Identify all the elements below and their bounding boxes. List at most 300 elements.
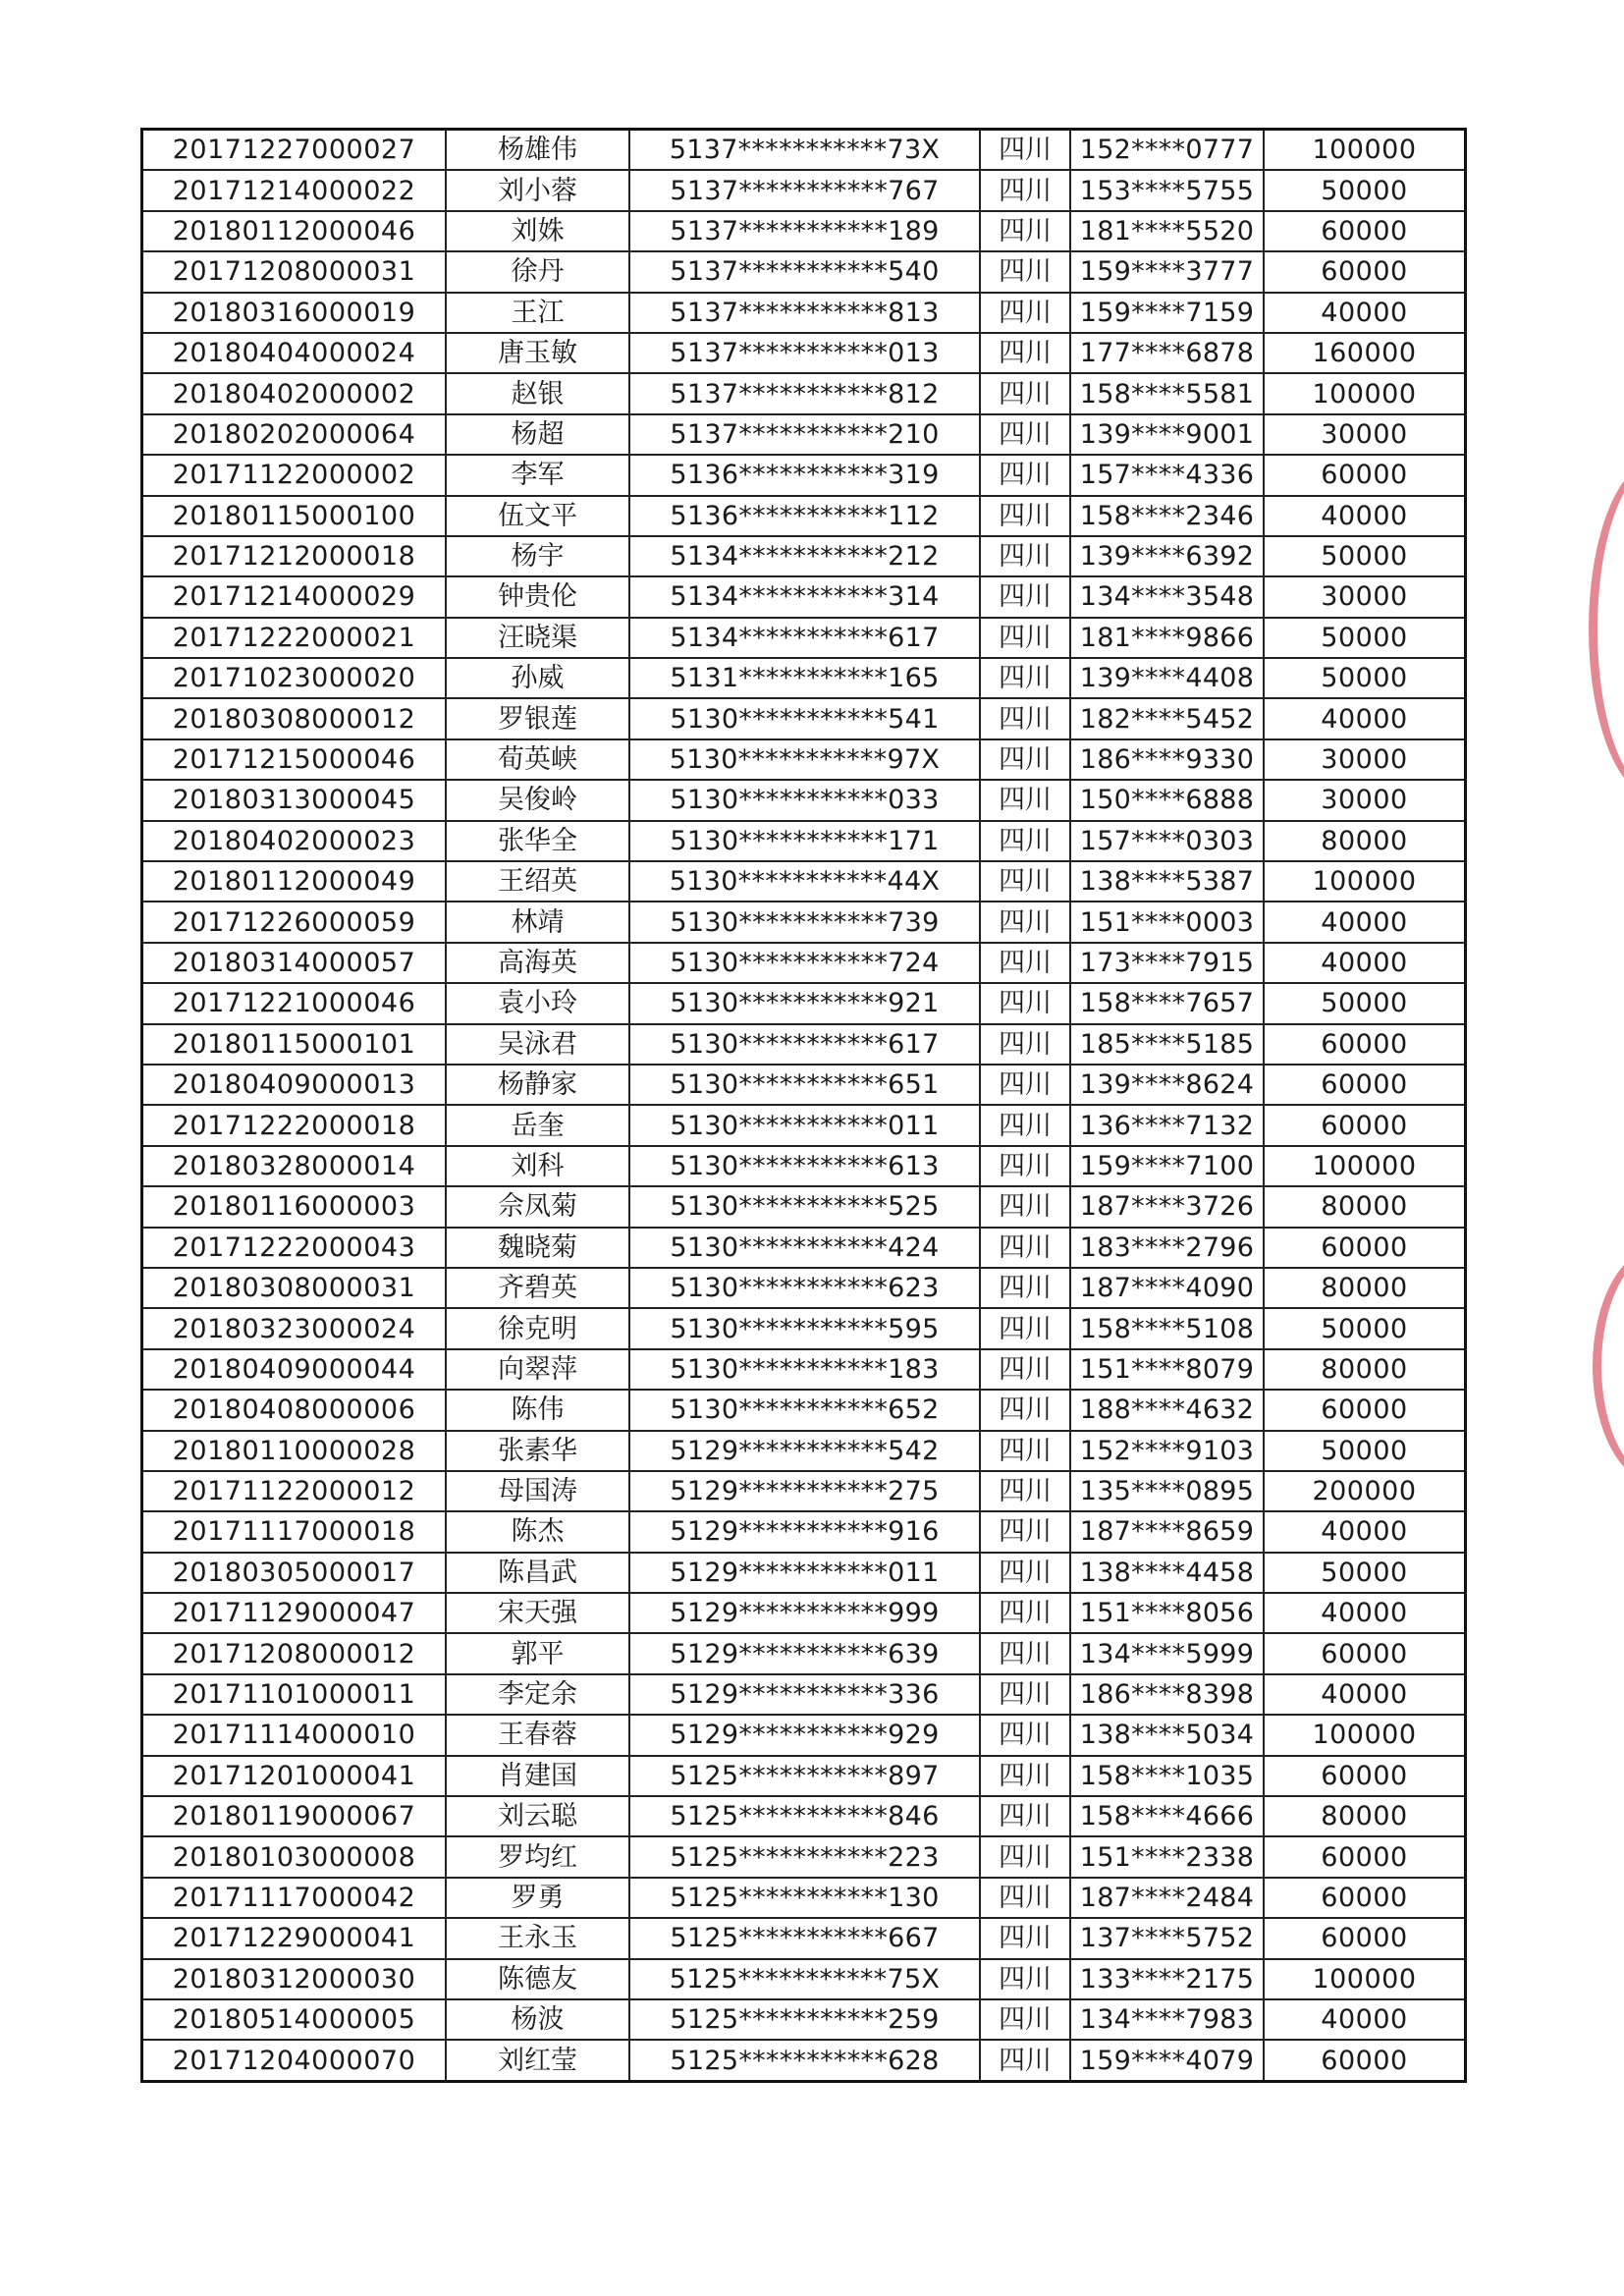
id-number-cell: 5129***********336 bbox=[629, 1674, 980, 1715]
phone-cell: 158****4666 bbox=[1070, 1796, 1264, 1836]
record-id-cell: 20180514000005 bbox=[142, 1999, 447, 2040]
name-cell: 陈昌武 bbox=[446, 1553, 629, 1593]
record-id-cell: 20171129000047 bbox=[142, 1593, 447, 1633]
province-cell: 四川 bbox=[980, 1878, 1070, 1918]
name-cell: 张素华 bbox=[446, 1431, 629, 1471]
record-id-cell: 20171229000041 bbox=[142, 1918, 447, 1958]
province-cell: 四川 bbox=[980, 1390, 1070, 1430]
amount-cell: 50000 bbox=[1264, 1553, 1466, 1593]
name-cell: 宋天强 bbox=[446, 1593, 629, 1633]
amount-cell: 40000 bbox=[1264, 943, 1466, 983]
record-id-cell: 20180409000044 bbox=[142, 1349, 447, 1390]
name-cell: 徐克明 bbox=[446, 1308, 629, 1348]
province-cell: 四川 bbox=[980, 1308, 1070, 1348]
name-cell: 杨雄伟 bbox=[446, 130, 629, 171]
province-cell: 四川 bbox=[980, 1715, 1070, 1755]
record-id-cell: 20171204000070 bbox=[142, 2040, 447, 2081]
id-number-cell: 5130***********724 bbox=[629, 943, 980, 983]
id-number-cell: 5130***********652 bbox=[629, 1390, 980, 1430]
table-row bbox=[142, 251, 1466, 292]
phone-cell: 136****7132 bbox=[1070, 1105, 1264, 1145]
id-number-cell: 5129***********639 bbox=[629, 1633, 980, 1673]
province-cell: 四川 bbox=[980, 1024, 1070, 1065]
amount-cell: 40000 bbox=[1264, 698, 1466, 738]
phone-cell: 133****2175 bbox=[1070, 1959, 1264, 1999]
province-cell: 四川 bbox=[980, 1593, 1070, 1633]
province-cell: 四川 bbox=[980, 576, 1070, 617]
amount-cell: 40000 bbox=[1264, 1999, 1466, 2040]
id-number-cell: 5136***********112 bbox=[629, 496, 980, 536]
province-cell: 四川 bbox=[980, 1918, 1070, 1958]
name-cell: 罗银莲 bbox=[446, 698, 629, 738]
amount-cell: 50000 bbox=[1264, 536, 1466, 576]
phone-cell: 138****4458 bbox=[1070, 1553, 1264, 1593]
province-cell: 四川 bbox=[980, 1146, 1070, 1186]
record-id-cell: 20180402000002 bbox=[142, 373, 447, 413]
record-id-cell: 20180112000046 bbox=[142, 211, 447, 251]
phone-cell: 139****8624 bbox=[1070, 1065, 1264, 1105]
province-cell: 四川 bbox=[980, 1633, 1070, 1673]
amount-cell: 30000 bbox=[1264, 414, 1466, 455]
amount-cell: 60000 bbox=[1264, 1756, 1466, 1796]
record-id-cell: 20171227000027 bbox=[142, 130, 447, 171]
id-number-cell: 5125***********628 bbox=[629, 2040, 980, 2081]
amount-cell: 60000 bbox=[1264, 1228, 1466, 1268]
name-cell: 岳奎 bbox=[446, 1105, 629, 1145]
table-row bbox=[142, 1878, 1466, 1918]
id-number-cell: 5137***********813 bbox=[629, 293, 980, 333]
id-number-cell: 5130***********541 bbox=[629, 698, 980, 738]
record-id-cell: 20180404000024 bbox=[142, 333, 447, 373]
province-cell: 四川 bbox=[980, 1431, 1070, 1471]
province-cell: 四川 bbox=[980, 1105, 1070, 1145]
table-row bbox=[142, 1228, 1466, 1268]
table-row bbox=[142, 1511, 1466, 1552]
table-row bbox=[142, 1105, 1466, 1145]
province-cell: 四川 bbox=[980, 1553, 1070, 1593]
phone-cell: 151****8079 bbox=[1070, 1349, 1264, 1390]
amount-cell: 60000 bbox=[1264, 211, 1466, 251]
table-row bbox=[142, 983, 1466, 1023]
phone-cell: 177****6878 bbox=[1070, 333, 1264, 373]
record-id-cell: 20171208000031 bbox=[142, 251, 447, 292]
id-number-cell: 5129***********999 bbox=[629, 1593, 980, 1633]
name-cell: 汪晓渠 bbox=[446, 618, 629, 658]
table-row bbox=[142, 1999, 1466, 2040]
province-cell: 四川 bbox=[980, 1349, 1070, 1390]
name-cell: 杨波 bbox=[446, 1999, 629, 2040]
phone-cell: 134****5999 bbox=[1070, 1633, 1264, 1673]
record-id-cell: 20180313000045 bbox=[142, 780, 447, 820]
id-number-cell: 5130***********44X bbox=[629, 861, 980, 902]
amount-cell: 50000 bbox=[1264, 618, 1466, 658]
table-row bbox=[142, 293, 1466, 333]
amount-cell: 200000 bbox=[1264, 1471, 1466, 1511]
table-row bbox=[142, 1756, 1466, 1796]
record-id-cell: 20180308000012 bbox=[142, 698, 447, 738]
record-id-cell: 20180110000028 bbox=[142, 1431, 447, 1471]
name-cell: 母国涛 bbox=[446, 1471, 629, 1511]
phone-cell: 137****5752 bbox=[1070, 1918, 1264, 1958]
amount-cell: 60000 bbox=[1264, 1633, 1466, 1673]
id-number-cell: 5130***********011 bbox=[629, 1105, 980, 1145]
amount-cell: 160000 bbox=[1264, 333, 1466, 373]
province-cell: 四川 bbox=[980, 780, 1070, 820]
id-number-cell: 5136***********319 bbox=[629, 455, 980, 495]
province-cell: 四川 bbox=[980, 496, 1070, 536]
id-number-cell: 5137***********812 bbox=[629, 373, 980, 413]
name-cell: 伍文平 bbox=[446, 496, 629, 536]
record-id-cell: 20180314000057 bbox=[142, 943, 447, 983]
phone-cell: 158****7657 bbox=[1070, 983, 1264, 1023]
amount-cell: 80000 bbox=[1264, 1349, 1466, 1390]
province-cell: 四川 bbox=[980, 1756, 1070, 1796]
record-id-cell: 20171214000029 bbox=[142, 576, 447, 617]
id-number-cell: 5137***********767 bbox=[629, 170, 980, 210]
record-id-cell: 20180119000067 bbox=[142, 1796, 447, 1836]
phone-cell: 158****5581 bbox=[1070, 373, 1264, 413]
name-cell: 陈德友 bbox=[446, 1959, 629, 1999]
province-cell: 四川 bbox=[980, 211, 1070, 251]
amount-cell: 40000 bbox=[1264, 1511, 1466, 1552]
table-row bbox=[142, 1146, 1466, 1186]
id-number-cell: 5130***********613 bbox=[629, 1146, 980, 1186]
name-cell: 杨超 bbox=[446, 414, 629, 455]
table-row bbox=[142, 1836, 1466, 1877]
province-cell: 四川 bbox=[980, 1065, 1070, 1105]
id-number-cell: 5131***********165 bbox=[629, 658, 980, 698]
id-number-cell: 5130***********525 bbox=[629, 1186, 980, 1227]
red-seal-stamp bbox=[1593, 1247, 1624, 1485]
id-number-cell: 5130***********183 bbox=[629, 1349, 980, 1390]
table-row bbox=[142, 1349, 1466, 1390]
amount-cell: 100000 bbox=[1264, 1146, 1466, 1186]
province-cell: 四川 bbox=[980, 1796, 1070, 1836]
amount-cell: 60000 bbox=[1264, 1105, 1466, 1145]
table-row bbox=[142, 1390, 1466, 1430]
table-row bbox=[142, 698, 1466, 738]
province-cell: 四川 bbox=[980, 293, 1070, 333]
name-cell: 王春蓉 bbox=[446, 1715, 629, 1755]
record-id-cell: 20180115000101 bbox=[142, 1024, 447, 1065]
amount-cell: 60000 bbox=[1264, 1918, 1466, 1958]
table-row bbox=[142, 739, 1466, 780]
phone-cell: 138****5387 bbox=[1070, 861, 1264, 902]
amount-cell: 60000 bbox=[1264, 1024, 1466, 1065]
id-number-cell: 5129***********275 bbox=[629, 1471, 980, 1511]
record-id-cell: 20180328000014 bbox=[142, 1146, 447, 1186]
name-cell: 王绍英 bbox=[446, 861, 629, 902]
phone-cell: 134****3548 bbox=[1070, 576, 1264, 617]
id-number-cell: 5129***********916 bbox=[629, 1511, 980, 1552]
record-id-cell: 20171215000046 bbox=[142, 739, 447, 780]
province-cell: 四川 bbox=[980, 1959, 1070, 1999]
id-number-cell: 5137***********73X bbox=[629, 130, 980, 171]
id-number-cell: 5125***********667 bbox=[629, 1918, 980, 1958]
record-id-cell: 20171208000012 bbox=[142, 1633, 447, 1673]
record-id-cell: 20171101000011 bbox=[142, 1674, 447, 1715]
record-id-cell: 20171117000018 bbox=[142, 1511, 447, 1552]
table-row bbox=[142, 2040, 1466, 2081]
phone-cell: 173****7915 bbox=[1070, 943, 1264, 983]
amount-cell: 100000 bbox=[1264, 1715, 1466, 1755]
name-cell: 杨静家 bbox=[446, 1065, 629, 1105]
record-id-cell: 20180202000064 bbox=[142, 414, 447, 455]
name-cell: 向翠萍 bbox=[446, 1349, 629, 1390]
record-id-cell: 20180115000100 bbox=[142, 496, 447, 536]
amount-cell: 100000 bbox=[1264, 861, 1466, 902]
name-cell: 刘姝 bbox=[446, 211, 629, 251]
name-cell: 袁小玲 bbox=[446, 983, 629, 1023]
table-row bbox=[142, 1471, 1466, 1511]
record-id-cell: 20180316000019 bbox=[142, 293, 447, 333]
table-row bbox=[142, 333, 1466, 373]
name-cell: 肖建国 bbox=[446, 1756, 629, 1796]
record-id-cell: 20180112000049 bbox=[142, 861, 447, 902]
name-cell: 魏晓菊 bbox=[446, 1228, 629, 1268]
phone-cell: 182****5452 bbox=[1070, 698, 1264, 738]
table-row bbox=[142, 902, 1466, 942]
phone-cell: 139****9001 bbox=[1070, 414, 1264, 455]
table-row bbox=[142, 658, 1466, 698]
phone-cell: 135****0895 bbox=[1070, 1471, 1264, 1511]
record-id-cell: 20171122000012 bbox=[142, 1471, 447, 1511]
phone-cell: 185****5185 bbox=[1070, 1024, 1264, 1065]
table-row bbox=[142, 943, 1466, 983]
name-cell: 徐丹 bbox=[446, 251, 629, 292]
name-cell: 王永玉 bbox=[446, 1918, 629, 1958]
amount-cell: 100000 bbox=[1264, 1959, 1466, 1999]
phone-cell: 134****7983 bbox=[1070, 1999, 1264, 2040]
phone-cell: 139****4408 bbox=[1070, 658, 1264, 698]
phone-cell: 187****4090 bbox=[1070, 1268, 1264, 1308]
table-row bbox=[142, 496, 1466, 536]
province-cell: 四川 bbox=[980, 2040, 1070, 2081]
amount-cell: 50000 bbox=[1264, 983, 1466, 1023]
id-number-cell: 5134***********212 bbox=[629, 536, 980, 576]
phone-cell: 183****2796 bbox=[1070, 1228, 1264, 1268]
phone-cell: 181****9866 bbox=[1070, 618, 1264, 658]
amount-cell: 40000 bbox=[1264, 1674, 1466, 1715]
record-id-cell: 20180305000017 bbox=[142, 1553, 447, 1593]
record-id-cell: 20171114000010 bbox=[142, 1715, 447, 1755]
record-id-cell: 20171221000046 bbox=[142, 983, 447, 1023]
province-cell: 四川 bbox=[980, 1511, 1070, 1552]
province-cell: 四川 bbox=[980, 1674, 1070, 1715]
phone-cell: 139****6392 bbox=[1070, 536, 1264, 576]
id-number-cell: 5134***********617 bbox=[629, 618, 980, 658]
table-row bbox=[142, 211, 1466, 251]
name-cell: 孙威 bbox=[446, 658, 629, 698]
id-number-cell: 5129***********011 bbox=[629, 1553, 980, 1593]
phone-cell: 159****7100 bbox=[1070, 1146, 1264, 1186]
name-cell: 刘科 bbox=[446, 1146, 629, 1186]
province-cell: 四川 bbox=[980, 170, 1070, 210]
phone-cell: 151****8056 bbox=[1070, 1593, 1264, 1633]
table-row bbox=[142, 780, 1466, 820]
amount-cell: 40000 bbox=[1264, 496, 1466, 536]
province-cell: 四川 bbox=[980, 251, 1070, 292]
name-cell: 陈杰 bbox=[446, 1511, 629, 1552]
record-id-cell: 20180409000013 bbox=[142, 1065, 447, 1105]
phone-cell: 152****9103 bbox=[1070, 1431, 1264, 1471]
phone-cell: 150****6888 bbox=[1070, 780, 1264, 820]
record-id-cell: 20171222000021 bbox=[142, 618, 447, 658]
name-cell: 高海英 bbox=[446, 943, 629, 983]
province-cell: 四川 bbox=[980, 373, 1070, 413]
table-row bbox=[142, 576, 1466, 617]
name-cell: 杨宇 bbox=[446, 536, 629, 576]
id-number-cell: 5130***********651 bbox=[629, 1065, 980, 1105]
table-row bbox=[142, 1796, 1466, 1836]
table-body bbox=[142, 130, 1466, 2082]
amount-cell: 80000 bbox=[1264, 1796, 1466, 1836]
phone-cell: 153****5755 bbox=[1070, 170, 1264, 210]
province-cell: 四川 bbox=[980, 618, 1070, 658]
phone-cell: 158****2346 bbox=[1070, 496, 1264, 536]
province-cell: 四川 bbox=[980, 658, 1070, 698]
amount-cell: 40000 bbox=[1264, 293, 1466, 333]
record-id-cell: 20171222000018 bbox=[142, 1105, 447, 1145]
province-cell: 四川 bbox=[980, 536, 1070, 576]
name-cell: 荀英峡 bbox=[446, 739, 629, 780]
table-row bbox=[142, 455, 1466, 495]
phone-cell: 159****4079 bbox=[1070, 2040, 1264, 2081]
province-cell: 四川 bbox=[980, 943, 1070, 983]
amount-cell: 60000 bbox=[1264, 1836, 1466, 1877]
amount-cell: 50000 bbox=[1264, 1431, 1466, 1471]
record-id-cell: 20180323000024 bbox=[142, 1308, 447, 1348]
province-cell: 四川 bbox=[980, 1268, 1070, 1308]
name-cell: 齐碧英 bbox=[446, 1268, 629, 1308]
phone-cell: 187****8659 bbox=[1070, 1511, 1264, 1552]
id-number-cell: 5125***********846 bbox=[629, 1796, 980, 1836]
phone-cell: 187****2484 bbox=[1070, 1878, 1264, 1918]
province-cell: 四川 bbox=[980, 455, 1070, 495]
province-cell: 四川 bbox=[980, 414, 1070, 455]
record-id-cell: 20180103000008 bbox=[142, 1836, 447, 1877]
id-number-cell: 5130***********739 bbox=[629, 902, 980, 942]
record-id-cell: 20180308000031 bbox=[142, 1268, 447, 1308]
phone-cell: 181****5520 bbox=[1070, 211, 1264, 251]
province-cell: 四川 bbox=[980, 983, 1070, 1023]
amount-cell: 30000 bbox=[1264, 780, 1466, 820]
record-id-cell: 20171226000059 bbox=[142, 902, 447, 942]
province-cell: 四川 bbox=[980, 861, 1070, 902]
phone-cell: 152****0777 bbox=[1070, 130, 1264, 171]
amount-cell: 60000 bbox=[1264, 251, 1466, 292]
id-number-cell: 5130***********97X bbox=[629, 739, 980, 780]
phone-cell: 159****3777 bbox=[1070, 251, 1264, 292]
id-number-cell: 5125***********130 bbox=[629, 1878, 980, 1918]
amount-cell: 80000 bbox=[1264, 1186, 1466, 1227]
name-cell: 张华全 bbox=[446, 821, 629, 861]
phone-cell: 138****5034 bbox=[1070, 1715, 1264, 1755]
table-row bbox=[142, 1431, 1466, 1471]
id-number-cell: 5125***********897 bbox=[629, 1756, 980, 1796]
name-cell: 唐玉敏 bbox=[446, 333, 629, 373]
record-id-cell: 20171023000020 bbox=[142, 658, 447, 698]
amount-cell: 50000 bbox=[1264, 170, 1466, 210]
id-number-cell: 5137***********013 bbox=[629, 333, 980, 373]
table-row bbox=[142, 1553, 1466, 1593]
name-cell: 罗勇 bbox=[446, 1878, 629, 1918]
amount-cell: 50000 bbox=[1264, 658, 1466, 698]
record-id-cell: 20171201000041 bbox=[142, 1756, 447, 1796]
name-cell: 刘红莹 bbox=[446, 2040, 629, 2081]
province-cell: 四川 bbox=[980, 698, 1070, 738]
id-number-cell: 5130***********617 bbox=[629, 1024, 980, 1065]
phone-cell: 188****4632 bbox=[1070, 1390, 1264, 1430]
id-number-cell: 5125***********75X bbox=[629, 1959, 980, 1999]
record-id-cell: 20171214000022 bbox=[142, 170, 447, 210]
table-row bbox=[142, 618, 1466, 658]
amount-cell: 60000 bbox=[1264, 455, 1466, 495]
record-id-cell: 20180116000003 bbox=[142, 1186, 447, 1227]
amount-cell: 60000 bbox=[1264, 1390, 1466, 1430]
phone-cell: 157****0303 bbox=[1070, 821, 1264, 861]
province-cell: 四川 bbox=[980, 1471, 1070, 1511]
id-number-cell: 5130***********595 bbox=[629, 1308, 980, 1348]
amount-cell: 60000 bbox=[1264, 2040, 1466, 2081]
table-row bbox=[142, 1633, 1466, 1673]
id-number-cell: 5129***********929 bbox=[629, 1715, 980, 1755]
province-cell: 四川 bbox=[980, 1186, 1070, 1227]
amount-cell: 40000 bbox=[1264, 902, 1466, 942]
table-row bbox=[142, 1024, 1466, 1065]
phone-cell: 158****5108 bbox=[1070, 1308, 1264, 1348]
id-number-cell: 5137***********210 bbox=[629, 414, 980, 455]
name-cell: 李定余 bbox=[446, 1674, 629, 1715]
amount-cell: 60000 bbox=[1264, 1878, 1466, 1918]
name-cell: 佘凤菊 bbox=[446, 1186, 629, 1227]
table-row bbox=[142, 1593, 1466, 1633]
id-number-cell: 5125***********259 bbox=[629, 1999, 980, 2040]
province-cell: 四川 bbox=[980, 130, 1070, 171]
province-cell: 四川 bbox=[980, 739, 1070, 780]
table-row bbox=[142, 373, 1466, 413]
name-cell: 吴泳君 bbox=[446, 1024, 629, 1065]
table-row bbox=[142, 130, 1466, 171]
name-cell: 刘小蓉 bbox=[446, 170, 629, 210]
table-row bbox=[142, 1715, 1466, 1755]
id-number-cell: 5134***********314 bbox=[629, 576, 980, 617]
name-cell: 刘云聪 bbox=[446, 1796, 629, 1836]
table-row bbox=[142, 170, 1466, 210]
province-cell: 四川 bbox=[980, 1228, 1070, 1268]
table-row bbox=[142, 1186, 1466, 1227]
name-cell: 罗均红 bbox=[446, 1836, 629, 1877]
record-id-cell: 20180402000023 bbox=[142, 821, 447, 861]
province-cell: 四川 bbox=[980, 902, 1070, 942]
table-row bbox=[142, 1268, 1466, 1308]
table-row bbox=[142, 1674, 1466, 1715]
red-seal-stamp bbox=[1589, 462, 1624, 797]
name-cell: 林靖 bbox=[446, 902, 629, 942]
records-table bbox=[140, 128, 1467, 2083]
phone-cell: 186****9330 bbox=[1070, 739, 1264, 780]
table-row bbox=[142, 1308, 1466, 1348]
amount-cell: 30000 bbox=[1264, 739, 1466, 780]
table-row bbox=[142, 536, 1466, 576]
record-id-cell: 20180312000030 bbox=[142, 1959, 447, 1999]
record-id-cell: 20180408000006 bbox=[142, 1390, 447, 1430]
province-cell: 四川 bbox=[980, 1836, 1070, 1877]
table-row bbox=[142, 1065, 1466, 1105]
name-cell: 钟贵伦 bbox=[446, 576, 629, 617]
province-cell: 四川 bbox=[980, 1999, 1070, 2040]
province-cell: 四川 bbox=[980, 333, 1070, 373]
